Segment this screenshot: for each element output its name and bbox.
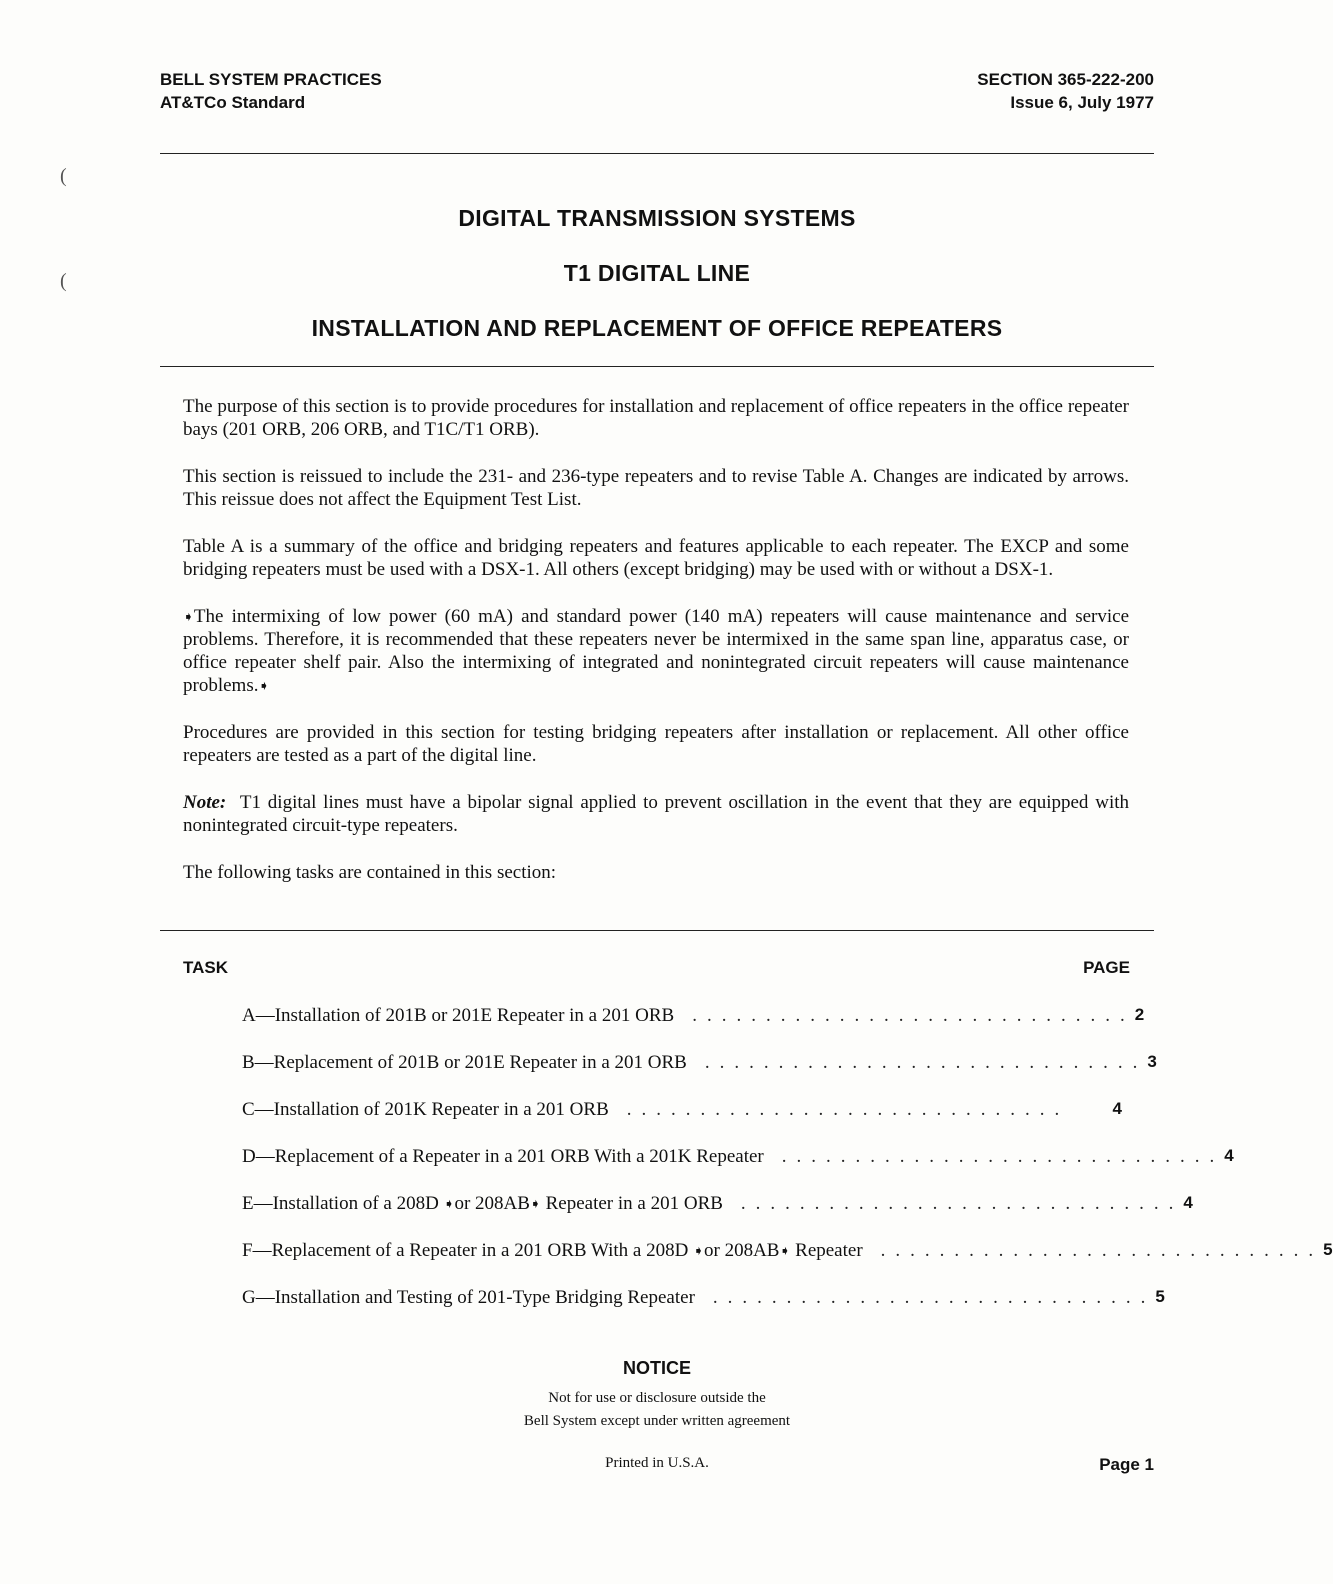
header-issue: Issue 6, July 1977 bbox=[1010, 93, 1154, 112]
task-title: C—Installation of 201K Repeater in a 201 ORB bbox=[242, 1099, 627, 1121]
change-start-arrow-icon: ➧ bbox=[443, 1196, 455, 1211]
table-a-paragraph: Table A is a summary of the office and bridging repeaters and features applicable to each repeater. The EXCP and some bridging repeaters must be used with a DSX-1. All others (except bridging) may be used with or without a DSX-1. bbox=[183, 536, 1129, 580]
notice-block bbox=[160, 1358, 1154, 1433]
task-page: 4 bbox=[1112, 1099, 1122, 1118]
intermixing-text: The intermixing of low power (60 mA) and standard power (140 mA) repeaters will cause maintenance and service problems. Therefore, it is recommended that these repeaters never be intermixed in the same span line, apparatus case, or office repeater shelf pair. Also the intermixing of integrated and nonintegrated circuit repeaters will cause maintenance problems. bbox=[183, 606, 1129, 696]
task-list bbox=[242, 1005, 1333, 1334]
change-start-arrow-icon: ➧ bbox=[693, 1243, 704, 1258]
title-rule bbox=[160, 366, 1154, 367]
margin-mark: ( bbox=[60, 165, 67, 187]
task-title: B—Replacement of 201B or 201E Repeater in a 201 ORB bbox=[242, 1052, 705, 1074]
leader-dots: .............................. bbox=[740, 1193, 1184, 1214]
tasks-intro: The following tasks are contained in this section: bbox=[183, 862, 557, 883]
task-title-part: or 208AB bbox=[704, 1240, 780, 1261]
note-label: Note: bbox=[183, 792, 227, 813]
header-left bbox=[160, 68, 382, 114]
task-title-part: E—Installation of a 208D bbox=[242, 1193, 444, 1214]
task-title: A—Installation of 201B or 201E Repeater in a 201 ORB bbox=[242, 1005, 692, 1027]
intermixing-paragraph bbox=[183, 605, 1129, 697]
task-page: 3 bbox=[1147, 1052, 1157, 1071]
change-end-arrow-icon: ➧ bbox=[779, 1243, 791, 1258]
task-page: 4 bbox=[1224, 1146, 1234, 1165]
header-practices: BELL SYSTEM PRACTICES bbox=[160, 70, 382, 89]
task-row bbox=[242, 1240, 1333, 1287]
task-row bbox=[242, 1146, 1234, 1193]
task-title-part: Repeater bbox=[790, 1240, 863, 1261]
task-row bbox=[242, 1193, 1193, 1240]
leader-dots: .............................. bbox=[880, 1240, 1324, 1261]
change-end-arrow-icon: ➧ bbox=[529, 1196, 541, 1211]
page-number: Page 1 bbox=[1099, 1455, 1154, 1474]
header-section: SECTION 365-222-200 bbox=[977, 70, 1154, 89]
title-line-1: DIGITAL TRANSMISSION SYSTEMS bbox=[458, 205, 856, 231]
notice-line-2: Bell System except under written agreement bbox=[523, 1413, 791, 1429]
task-row bbox=[242, 1005, 1145, 1052]
page-column-header: PAGE bbox=[1083, 958, 1130, 977]
task-row bbox=[242, 1099, 1122, 1146]
leader-dots: .............................. bbox=[692, 1005, 1135, 1026]
task-page: 5 bbox=[1155, 1287, 1165, 1306]
task-page: 2 bbox=[1134, 1005, 1145, 1024]
task-row bbox=[242, 1287, 1165, 1334]
task-page: 4 bbox=[1183, 1193, 1193, 1212]
leader-dots: .............................. bbox=[712, 1287, 1156, 1308]
task-title: G—Installation and Testing of 201-Type Bridging Repeater bbox=[242, 1287, 713, 1309]
task-title-part: or 208AB bbox=[454, 1193, 530, 1214]
notice-title: NOTICE bbox=[622, 1358, 691, 1378]
printed-in: Printed in U.S.A. bbox=[605, 1455, 709, 1471]
task-title bbox=[242, 1240, 881, 1262]
task-column-header: TASK bbox=[183, 958, 229, 977]
change-start-arrow-icon: ➧ bbox=[183, 609, 194, 624]
margin-mark: ( bbox=[60, 270, 67, 292]
header-standard: AT&TCo Standard bbox=[160, 93, 306, 112]
notice-line-1: Not for use or disclosure outside the bbox=[548, 1390, 766, 1406]
tasks-rule bbox=[160, 930, 1154, 931]
task-page: 5 bbox=[1323, 1240, 1333, 1259]
leader-dots: .............................. bbox=[704, 1052, 1148, 1073]
leader-dots: .............................. bbox=[781, 1146, 1225, 1167]
leader-dots: .............................. bbox=[626, 1099, 1070, 1120]
body-text bbox=[183, 395, 1129, 908]
title-line-2: T1 DIGITAL LINE bbox=[563, 260, 751, 286]
purpose-paragraph: The purpose of this section is to provide procedures for installation and replacement of office repeaters in the office repeater bays (201 ORB, 206 ORB, and T1C/T1 ORB). bbox=[183, 396, 1129, 440]
procedures-paragraph: Procedures are provided in this section for testing bridging repeaters after installation or replacement. All other office repeaters are tested as a part of the digital line. bbox=[183, 722, 1129, 766]
header-right bbox=[977, 68, 1154, 114]
note-paragraph bbox=[183, 791, 1129, 837]
task-title-part: Repeater in a 201 ORB bbox=[540, 1193, 723, 1214]
change-end-arrow-icon: ➧ bbox=[258, 678, 270, 693]
task-row bbox=[242, 1052, 1157, 1099]
title-block bbox=[160, 198, 1154, 363]
note-text: T1 digital lines must have a bipolar signal applied to prevent oscillation in the event that they are equipped with nonintegrated circuit-type repeaters. bbox=[183, 792, 1130, 836]
title-line-3: INSTALLATION AND REPLACEMENT OF OFFICE REPEATERS bbox=[311, 315, 1003, 341]
task-title-part: F—Replacement of a Repeater in a 201 ORB With a 208D bbox=[242, 1240, 694, 1261]
top-rule bbox=[160, 153, 1154, 154]
task-title: D—Replacement of a Repeater in a 201 ORB With a 201K Repeater bbox=[242, 1146, 782, 1168]
task-title bbox=[242, 1193, 741, 1215]
reissue-paragraph: This section is reissued to include the 231- and 236-type repeaters and to revise Table A. Changes are indicated by arrows. This reissue does not affect the Equipment Test List. bbox=[183, 466, 1129, 510]
